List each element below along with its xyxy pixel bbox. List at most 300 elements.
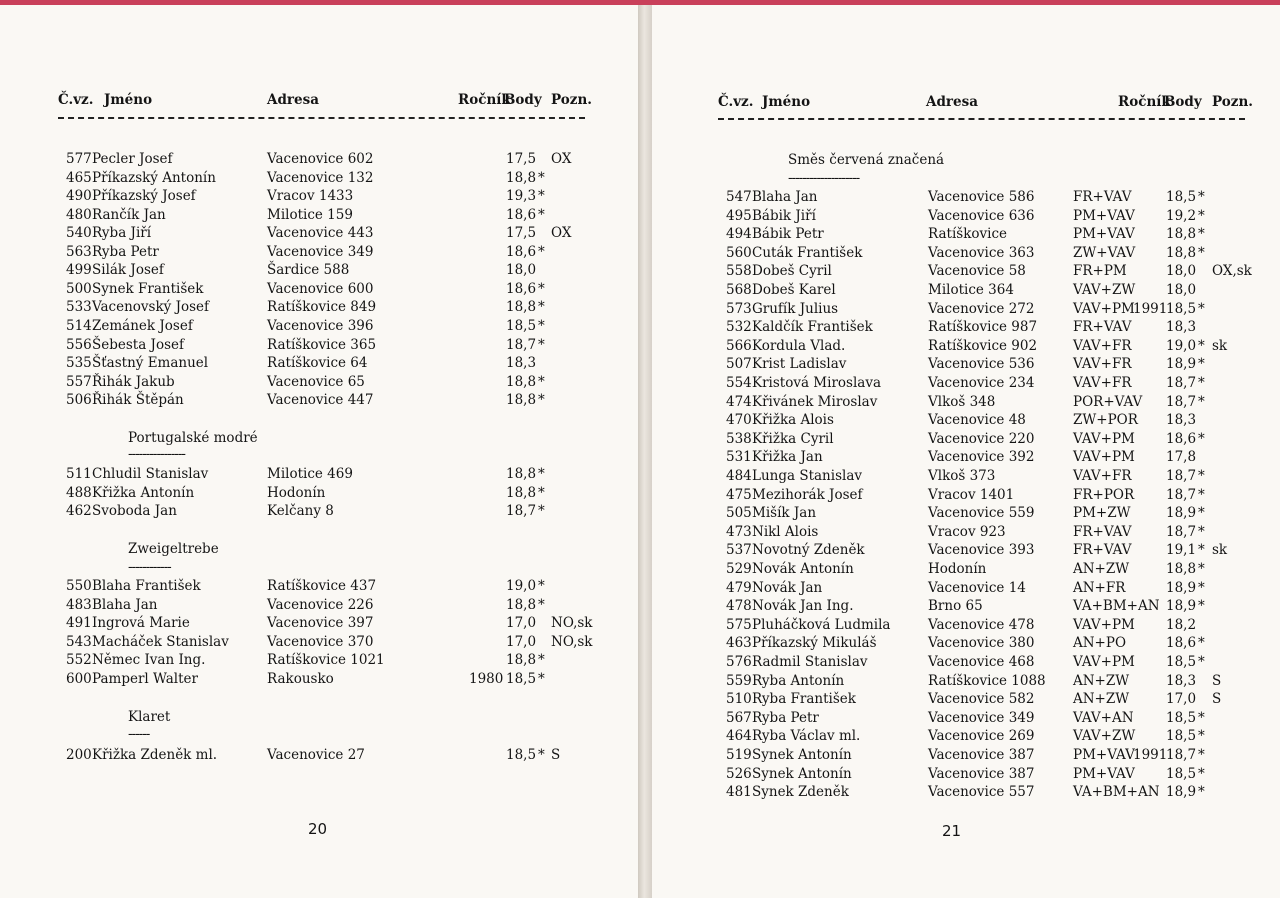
section-underline-smes: -------------------- [788,170,860,186]
entry-mark: * [1198,579,1205,596]
entry-score: 17,0 [506,615,537,632]
entry-address: Vacenovice 349 [928,709,1035,726]
entry-variety: VAV+PM [1073,616,1135,633]
entry-address: Vacenovice 586 [928,189,1035,205]
section-title-zweigeltrebe: Zweigeltrebe [128,541,219,557]
entry-number: 481 [726,784,752,801]
entry-score: 17,0 [1166,691,1197,708]
entry-mark: * [1198,486,1205,503]
entry-name: Mezihorák Josef [752,486,863,503]
entry-score: 18,6 [506,280,537,297]
entry-note: OX [551,151,572,167]
entry-variety: AN+ZW [1073,691,1130,708]
entry-address: Ratíškovice 902 [928,337,1038,354]
entry-mark: * [538,317,545,334]
entry-mark: * [1198,207,1205,224]
entry-mark: * [1198,468,1205,484]
entry-number: 547 [726,189,752,205]
entry-mark: * [1198,393,1205,410]
entry-name: Blaha Jan [752,189,818,205]
entry-variety: FR+PM [1073,263,1127,280]
entry-variety: VAV+PM [1073,654,1135,670]
entry-name: Synek Zdeněk [752,784,849,801]
entry-score: 18,5 [1166,654,1197,670]
entry-address: Vacenovice 636 [928,207,1035,224]
section-underline-zweigeltrebe: ------------ [128,559,171,575]
entry-number: 483 [66,596,92,613]
entry-variety: VAV+FR [1073,337,1132,354]
entry-address: Vacenovice 468 [928,654,1035,670]
entry-score: 18,2 [1166,616,1197,633]
entry-score: 18,6 [506,243,537,260]
header-rocnik: Ročník [458,92,511,108]
entry-address: Vacenovice 269 [928,728,1035,745]
entry-score: 18,8 [506,373,537,390]
entry-number: 543 [66,633,92,650]
entry-variety: VAV+PM [1073,430,1135,447]
entry-score: 18,5 [506,317,537,334]
header-body: Body [504,92,542,108]
entry-number: 465 [66,169,92,186]
entry-score: 18,5 [506,747,537,763]
entry-number: 537 [726,542,752,559]
entry-number: 511 [66,466,92,482]
entry-address: Vacenovice 387 [928,765,1035,782]
entry-name: Řihák Štěpán [92,392,184,409]
entry-name: Ryba Jiří [92,225,152,242]
entry-variety: PM+ZW [1073,505,1131,522]
entry-number: 464 [726,728,752,745]
entry-name: Kordula Vlad. [752,337,846,354]
entry-address: Ratíškovice 437 [267,578,377,594]
entry-number: 495 [726,207,752,224]
entry-name: Křižka Alois [752,412,834,429]
page-number-right: 21 [942,822,962,840]
entry-number: 556 [66,336,92,353]
entry-name: Bábik Jiří [752,207,816,224]
entry-mark: * [538,747,545,763]
entry-mark: * [538,299,545,316]
entry-address: Vacenovice 392 [928,449,1035,466]
entry-score: 18,6 [1166,430,1197,447]
entry-variety: PM+VAV [1073,226,1135,243]
entry-variety: FR+VAV [1073,523,1132,540]
entry-mark: * [538,336,545,353]
entry-variety: ZW+VAV [1073,244,1136,261]
entry-address: Ratíškovice 1088 [928,672,1046,689]
entry-mark: * [538,392,545,409]
entry-score: 18,9 [1166,579,1197,596]
entry-number: 554 [726,375,752,391]
entry-score: 18,3 [1166,319,1197,336]
entry-address: Milotice 469 [267,466,353,482]
entry-name: Novák Antonín [752,561,854,577]
entry-score: 18,8 [506,299,537,316]
entry-name: Dobeš Karel [752,282,836,298]
entry-name: Rančík Jan [92,206,166,223]
entry-name: Blaha František [92,578,201,594]
entry-name: Novák Jan [752,579,823,596]
entry-variety: FR+POR [1073,486,1135,503]
entry-score: 19,1 [1166,542,1197,559]
entry-number: 540 [66,225,92,242]
entry-address: Ratíškovice 64 [267,355,368,372]
entry-address: Kelčany 8 [267,503,334,520]
entry-score: 18,8 [1166,226,1197,243]
entry-name: Grufík Julius [752,300,839,317]
entry-name: Němec Ivan Ing. [92,652,206,669]
entry-name: Křižka Cyril [752,430,834,447]
entry-score: 18,0 [1166,282,1197,298]
entry-address: Vacenovice 363 [928,244,1035,261]
entry-address: Vacenovice 272 [928,300,1035,317]
entry-name: Šťastný Emanuel [92,355,209,372]
entry-number: 488 [66,484,92,501]
entry-number: 478 [726,598,752,615]
entry-name: Pluháčková Ludmila [752,616,891,633]
entry-name: Radmil Stanislav [752,654,868,670]
entry-variety: AN+PO [1073,635,1127,652]
entry-address: Vacenovice 65 [267,373,365,390]
entry-mark: * [1198,523,1205,540]
header-pozn: Pozn. [1212,94,1253,110]
left-page [0,5,638,898]
entry-mark: * [538,280,545,297]
entry-address: Vacenovice 48 [928,412,1026,429]
entry-address: Vacenovice 387 [928,747,1035,763]
entry-address: Rakousko [267,671,334,687]
header-divider [58,117,585,119]
entry-score: 18,7 [1166,523,1197,540]
entry-address: Milotice 364 [928,282,1014,298]
entry-address: Vacenovice 396 [267,317,374,334]
entry-score: 18,7 [1166,747,1197,763]
entry-number: 558 [726,263,752,280]
entry-name: Cuták František [752,244,863,261]
entry-variety: FR+VAV [1073,542,1132,559]
entry-variety: VAV+FR [1073,468,1132,484]
entry-year: 1991 [1133,747,1168,763]
entry-number: 600 [66,671,92,687]
entry-score: 18,7 [1166,468,1197,484]
entry-note: S [1212,691,1222,708]
entry-name: Svoboda Jan [92,503,177,520]
entry-address: Vacenovice 536 [928,356,1035,373]
header-body: Body [1164,94,1202,110]
entry-score: 18,5 [1166,709,1197,726]
entry-variety: PM+VAV [1073,207,1135,224]
entry-mark: * [1198,765,1205,782]
entry-number: 490 [66,188,92,205]
entry-number: 576 [726,654,752,670]
entry-number: 463 [726,635,752,652]
entry-score: 18,8 [1166,244,1197,261]
entry-name: Dobeš Cyril [752,263,832,280]
entry-mark: * [538,373,545,390]
entry-name: Křižka Zdeněk ml. [92,747,218,763]
entry-score: 18,7 [1166,486,1197,503]
entry-score: 18,9 [1166,505,1197,522]
entry-address: Ratíškovice [928,226,1007,243]
entry-mark: * [1198,709,1205,726]
entry-number: 560 [726,244,752,261]
entry-note: sk [1212,337,1228,354]
section-title-klaret: Klaret [128,709,171,725]
entry-number: 532 [726,319,752,336]
entry-score: 18,8 [506,484,537,501]
entry-number: 563 [66,243,92,260]
entry-note: OX,sk [1212,263,1252,280]
entry-number: 526 [726,765,752,782]
entry-note: OX [551,225,572,242]
entry-address: Šardice 588 [267,262,350,279]
entry-number: 475 [726,486,752,503]
entry-mark: * [1198,226,1205,243]
entry-mark: * [1198,430,1205,447]
entry-address: Vlkoš 348 [928,393,996,410]
header-rocnik: Ročník [1118,94,1171,110]
entry-number: 474 [726,393,752,410]
entry-mark: * [538,466,545,482]
entry-address: Ratíškovice 987 [928,319,1038,336]
entry-number: 557 [66,373,92,390]
entry-name: Křižka Antonín [92,484,195,501]
entry-name: Ryba František [752,691,856,708]
entry-address: Vacenovice 557 [928,784,1035,801]
header-cvz: Č.vz. [58,92,94,108]
entry-year: 1980 [469,671,504,687]
entry-score: 18,6 [1166,635,1197,652]
entry-address: Vacenovice 600 [267,280,374,297]
entry-mark: * [538,503,545,520]
entry-name: Pamperl Walter [92,671,198,687]
entry-name: Řihák Jakub [92,373,175,390]
entry-name: Chludil Stanislav [92,466,209,482]
entry-address: Ratíškovice 849 [267,299,377,316]
entry-mark: * [538,652,545,669]
entry-address: Vacenovice 226 [267,596,374,613]
entry-mark: * [1198,561,1205,577]
entry-number: 510 [726,691,752,708]
entry-score: 18,8 [506,169,537,186]
entry-mark: * [538,169,545,186]
entry-name: Křivánek Miroslav [752,393,878,410]
entry-variety: VAV+PM [1073,449,1135,466]
entry-variety: VAV+PM [1073,300,1135,317]
entry-name: Příkazský Josef [92,188,196,205]
header-adresa: Adresa [267,92,319,108]
entry-score: 19,0 [506,578,537,594]
entry-name: Kristová Miroslava [752,375,881,391]
entry-variety: VAV+AN [1073,709,1134,726]
entry-number: 533 [66,299,92,316]
entry-variety: POR+VAV [1073,393,1143,410]
entry-number: 552 [66,652,92,669]
entry-mark: * [1198,654,1205,670]
entry-name: Macháček Stanislav [92,633,229,650]
entry-score: 18,9 [1166,356,1197,373]
entry-number: 473 [726,523,752,540]
entry-address: Vacenovice 349 [267,243,374,260]
entry-name: Ingrová Marie [92,615,190,632]
section-underline-klaret: ------ [128,726,150,742]
entry-variety: VAV+FR [1073,356,1132,373]
entry-variety: VA+BM+AN [1073,598,1160,615]
header-pozn: Pozn. [551,92,592,108]
entry-address: Vacenovice 220 [928,430,1035,447]
entry-name: Ryba Antonín [752,672,845,689]
entry-score: 18,7 [506,503,537,520]
entry-variety: AN+ZW [1073,672,1130,689]
entry-number: 505 [726,505,752,522]
entry-address: Vacenovice 478 [928,616,1035,633]
entry-number: 529 [726,561,752,577]
entry-address: Vacenovice 602 [267,151,374,167]
entry-score: 18,6 [506,206,537,223]
entry-name: Synek František [92,280,204,297]
entry-mark: * [1198,337,1205,354]
entry-score: 18,5 [1166,765,1197,782]
entry-score: 18,3 [1166,412,1197,429]
entry-mark: * [1198,747,1205,763]
entry-mark: * [1198,300,1205,317]
section-title-portugalske: Portugalské modré [128,430,258,446]
entry-mark: * [538,243,545,260]
entry-mark: * [538,206,545,223]
entry-number: 575 [726,616,752,633]
entry-number: 500 [66,280,92,297]
entry-address: Brno 65 [928,598,983,615]
header-divider [718,118,1245,120]
entry-mark: * [538,671,545,687]
entry-score: 18,5 [506,671,537,687]
entry-name: Novák Jan Ing. [752,598,854,615]
entry-address: Vacenovice 443 [267,225,374,242]
entry-note: sk [1212,542,1228,559]
entry-address: Hodonín [267,484,326,501]
entry-number: 577 [66,151,92,167]
entry-number: 491 [66,615,92,632]
entry-name: Lunga Stanislav [752,468,862,484]
entry-mark: * [538,596,545,613]
entry-name: Silák Josef [92,262,164,279]
page-number-left: 20 [308,820,328,838]
section-underline-portugalske: ---------------- [128,446,185,462]
entry-number: 494 [726,226,752,243]
entry-address: Hodonín [928,561,987,577]
entry-address: Vacenovice 380 [928,635,1035,652]
entry-name: Křižka Jan [752,449,823,466]
entry-name: Blaha Jan [92,596,158,613]
entry-mark: * [1198,784,1205,801]
entry-score: 17,5 [506,151,537,167]
entry-name: Mišík Jan [752,505,817,522]
entry-address: Vacenovice 397 [267,615,374,632]
entry-number: 538 [726,430,752,447]
entry-score: 19,0 [1166,337,1197,354]
entry-number: 531 [726,449,752,466]
entry-name: Ryba Petr [92,243,159,260]
entry-number: 479 [726,579,752,596]
entry-name: Zemánek Josef [92,317,193,334]
entry-variety: VAV+ZW [1073,282,1136,298]
entry-variety: VA+BM+AN [1073,784,1160,801]
entry-score: 18,8 [506,652,537,669]
entry-number: 535 [66,355,92,372]
entry-address: Vacenovice 582 [928,691,1035,708]
entry-number: 550 [66,578,92,594]
entry-note: NO,sk [551,633,593,650]
entry-score: 19,2 [1166,207,1197,224]
entry-note: NO,sk [551,615,593,632]
entry-variety: FR+VAV [1073,189,1132,205]
header-jmeno: Jméno [104,92,153,108]
entry-address: Vracov 923 [928,523,1006,540]
entry-score: 18,3 [506,355,537,372]
entry-number: 470 [726,412,752,429]
entry-number: 200 [66,747,92,763]
entry-score: 17,0 [506,633,537,650]
entry-variety: PM+VAV [1073,747,1135,763]
entry-number: 506 [66,392,92,409]
entry-score: 18,5 [1166,300,1197,317]
entry-score: 18,8 [1166,561,1197,577]
entry-number: 519 [726,747,752,763]
entry-name: Vacenovský Josef [92,299,210,316]
entry-score: 18,7 [506,336,537,353]
entry-mark: * [538,188,545,205]
entry-score: 19,3 [506,188,537,205]
entry-address: Vacenovice 393 [928,542,1035,559]
entry-score: 18,7 [1166,393,1197,410]
header-jmeno: Jméno [762,94,811,110]
entry-mark: * [1198,542,1205,559]
entry-score: 18,0 [506,262,537,279]
entry-score: 18,0 [1166,263,1197,280]
entry-name: Ryba Václav ml. [752,728,861,745]
entry-name: Pecler Josef [92,151,173,167]
entry-address: Vacenovice 370 [267,633,374,650]
entry-score: 18,8 [506,596,537,613]
entry-address: Vracov 1401 [928,486,1015,503]
entry-address: Vacenovice 27 [267,747,365,763]
entry-score: 18,9 [1166,784,1197,801]
entry-address: Vacenovice 14 [928,579,1026,596]
header-adresa: Adresa [926,94,978,110]
entry-number: 573 [726,300,752,317]
entry-mark: * [1198,189,1205,205]
entry-number: 480 [66,206,92,223]
entry-score: 18,9 [1166,598,1197,615]
entry-score: 18,5 [1166,728,1197,745]
header-cvz: Č.vz. [718,94,754,110]
entry-name: Novotný Zdeněk [752,542,865,559]
section-title-smes: Směs červená značená [788,152,945,168]
entry-mark: * [1198,505,1205,522]
entry-name: Příkazský Antonín [92,169,216,186]
entry-name: Synek Antonín [752,765,852,782]
entry-score: 18,8 [506,466,537,482]
entry-score: 18,3 [1166,672,1197,689]
entry-name: Bábik Petr [752,226,824,243]
entry-address: Vracov 1433 [267,188,354,205]
entry-score: 17,8 [1166,449,1197,466]
entry-address: Milotice 159 [267,206,353,223]
entry-score: 18,7 [1166,375,1197,391]
entry-number: 514 [66,317,92,334]
entry-name: Krist Ladislav [752,356,847,373]
entry-score: 18,5 [1166,189,1197,205]
